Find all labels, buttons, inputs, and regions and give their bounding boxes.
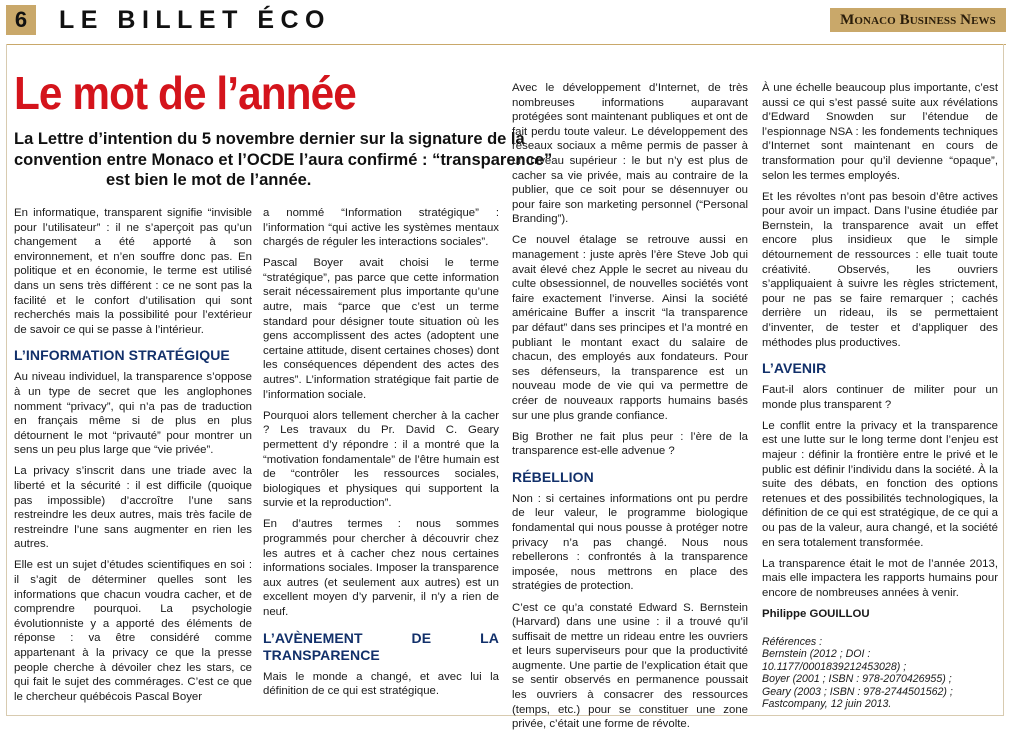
page-number: 6 <box>6 5 36 35</box>
paragraph: Big Brother ne fait plus peur : l’ère de la transparence est-elle advenue ? <box>512 430 748 458</box>
paragraph: Au niveau individuel, la transparence s’oppose à un type de secret que les anglophones nomment “privacy”, qui n’a pas de traduction en français même si de plus en plus détournent le mot “privauté” pour montrer un sens un peu plus large que “vie privée”. <box>14 371 252 457</box>
paragraph: Non : si certaines informations ont pu perdre de leur valeur, le programme biologique fondamental qui nous pousse à protéger notre privacy n’a pas changé. Nous nous rebellerons : confrontés à la transparence imposée, nous mettrons en place des stratégies de protection. <box>512 492 748 593</box>
paragraph: En d’autres termes : nous sommes programmés pour chercher à découvrir chez les autres et à cacher chez nous certaines informations sociales. Imposer la transparence aux autres (et seulement aux autres) est un excellent moyen d’y parvenir, il n’y a rien de neuf. <box>263 518 499 618</box>
author-signature: Philippe GOUILLOU <box>762 608 870 620</box>
column-3 <box>512 81 748 738</box>
paragraph: Mais le monde a changé, et avec lui la définition de ce qui est stratégique. <box>263 670 499 698</box>
subheading-avenement: L’AVÈNEMENT DE LA TRANSPARENCE <box>263 629 499 663</box>
publication-logo: Monaco Business News <box>830 8 1006 32</box>
paragraph: C’est ce qu’a constaté Edward S. Bernstein (Harvard) dans une usine : il a trouvé qu’il suffisait de mettre un rideau entre les ouvriers et leurs superviseurs pour que la productivité augmente. Une partie de l’explication était que se sentir observés en permanence poussait les ouvriers à consacrer des ressources (temps, etc.) pour se constituer une zone privée, c’était une forme de révolte. <box>512 601 748 731</box>
lead-line-1: La Lettre d’intention du 5 novembre dernier sur la signature de la <box>14 130 525 148</box>
section-title: LE BILLET ÉCO <box>59 6 331 34</box>
paragraph: Elle est un sujet d’études scientifiques en soi : il s’agit de déterminer quelles sont les informations que chacun voudra cacher, et de comprendre pourquoi. La psychologie évolutionniste y a apporté des éléments de réponse : va être considéré comme appartenant à la privacy ce que la presse people cherche à dévoiler chez les stars, ce qui fait le sujet des commérages. C’est ce que le chercheur québécois Pascal Boyer <box>14 559 252 703</box>
paragraph: Ce nouvel étalage se retrouve aussi en management : juste après l’ère Steve Job qui avait élevé chez Apple le secret au niveau du culte obsessionnel, de nouvelles sociétés vont faire exactement l’inverse. Ainsi la société américaine Buffer a inscrit “la transparence par défaut” dans ses principes et l’a montré en publiant le montant exact du salaire de chacun, des employés aux fondateurs. Pour ses défenseurs, la transparence est un nouveau mode de vie qui va permettre de créer de nouveaux rapports humains basés sur une plus grande confiance. <box>512 234 748 422</box>
article-lead <box>14 129 553 191</box>
paragraph: En informatique, transparent signifie “invisible pour l’utilisateur” : il ne s’aperçoit pas qu’un changement a été apporté à son environnement, et n’en souffre donc pas. En politique et en économie, le terme est utilisé dans un sens très différent : ce ne sont pas la facilité et le confort d’utilisation qui sont recherchés mais la possibilité pour l’extérieur de savoir ce qui se passe à l’intérieur. <box>14 207 252 336</box>
column-2 <box>263 206 499 705</box>
reference-item: Geary (2003 ; ISBN : 978-2744501562) ; <box>762 685 953 698</box>
paragraph: Avec le développement d’Internet, de très nombreuses informations auparavant protégées sont maintenant publiques et ont de fait perdu toute valeur. Le développement des réseaux sociaux a même permis de passer à un niveau supérieur : le but n’y est plus de cacher sa vie privée, mais au contraire de la publier, que ce soit pour se désennuyer ou pour faire son marketing personnel (“Personal Branding”). <box>512 82 748 226</box>
paragraph: La transparence était le mot de l’année 2013, mais elle impactera les rapports humains pour encore de nombreuses années à venir. <box>762 557 998 599</box>
reference-item: Fastcompany, 12 juin 2013. <box>762 698 892 711</box>
paragraph: À une échelle beaucoup plus importante, c’est aussi ce qui s’est passé suite aux révélations d’Edward Snowden sur l’étendue de l’espionnage NSA : les fondements techniques d’Internet sont maintenant en cours de transformation pour qu’il devienne “opaque”, selon les termes employés. <box>762 82 998 182</box>
column-4 <box>762 81 998 711</box>
lead-line-3: est bien le mot de l’année. <box>106 171 312 189</box>
reference-item: Bernstein (2012 ; DOI : 10.1177/0001839212453028) ; <box>762 648 907 673</box>
paragraph: Pourquoi alors tellement chercher à la cacher ? Les travaux du Pr. David C. Geary permettent d’y répondre : il a montré que la “motivation fondamentale” de l’être humain est de “contrôler les ressources sociales, biologiques et physiques qui supportent la survie et la reproduction”. <box>263 409 499 510</box>
lead-line-2: convention entre Monaco et l’OCDE l’aura confirmé : “transparence” <box>14 150 553 169</box>
paragraph: Pascal Boyer avait choisi le terme “stratégique”, pas parce que cette information serait nécessairement plus importante qu’une autre, mais “parce que c’est un terme standard pour désigner toute situation où les gens accomplissent des actes (adoptent une certaine attitude, disent certaines choses) dont les conséquences dépendent des actes des autres”. L’information stratégique fait partie de l’information sociale. <box>263 257 499 401</box>
paragraph: Faut-il alors continuer de militer pour un monde plus transparent ? <box>762 384 998 411</box>
references-title: Références : <box>762 635 823 648</box>
article-title: Le mot de l’année <box>14 67 356 119</box>
subheading-rebellion: RÉBELLION <box>512 468 594 485</box>
references <box>762 636 998 711</box>
paragraph: Le conflit entre la privacy et la transparence est une lutte sur le long terme dont l’enjeu est majeur : définir la frontière entre le privé et le public est définir l’individu dans la société. À la suite des débats, en fonction des options retenues et des possibilités technologiques, la définition de ce qui est stratégique, de ce qui a ou pas de la valeur, aura changé, et la société en sera totalement transformée. <box>762 419 998 549</box>
paragraph: Et les révoltes n’ont pas besoin d’être actives pour avoir un impact. Dans l’usine étudiée par Bernstein, la transparence avait un effet encore plus insidieux que le simple détournement de ressources : elle tuait toute créativité. Observés, les ouvriers s’appliquaient à suivre les règles strictement, pour ne pas se faire remarquer ; cachés derrière un rideau, ils se permettaient d’inventer, de tester et d’appliquer des méthodes plus productives. <box>762 190 998 349</box>
subheading-information-strategique: L’INFORMATION STRATÉGIQUE <box>14 347 230 364</box>
subheading-avenir: L’AVENIR <box>762 360 827 377</box>
reference-item: Boyer (2001 ; ISBN : 978-2070426955) ; <box>762 673 952 686</box>
column-1 <box>14 206 252 711</box>
paragraph: La privacy s’inscrit dans une triade avec la liberté et la sécurité : il est difficile (quoique pas impossible) d’accroître l’une sans restreindre les deux autres, mais très facile de restreindre l’une sans augmenter en rien les autres. <box>14 465 252 551</box>
page-header <box>0 0 1012 38</box>
paragraph: a nommé “Information stratégique” : l’information “qui active les systèmes mentaux chargés de réguler les interactions sociales”. <box>263 207 499 249</box>
